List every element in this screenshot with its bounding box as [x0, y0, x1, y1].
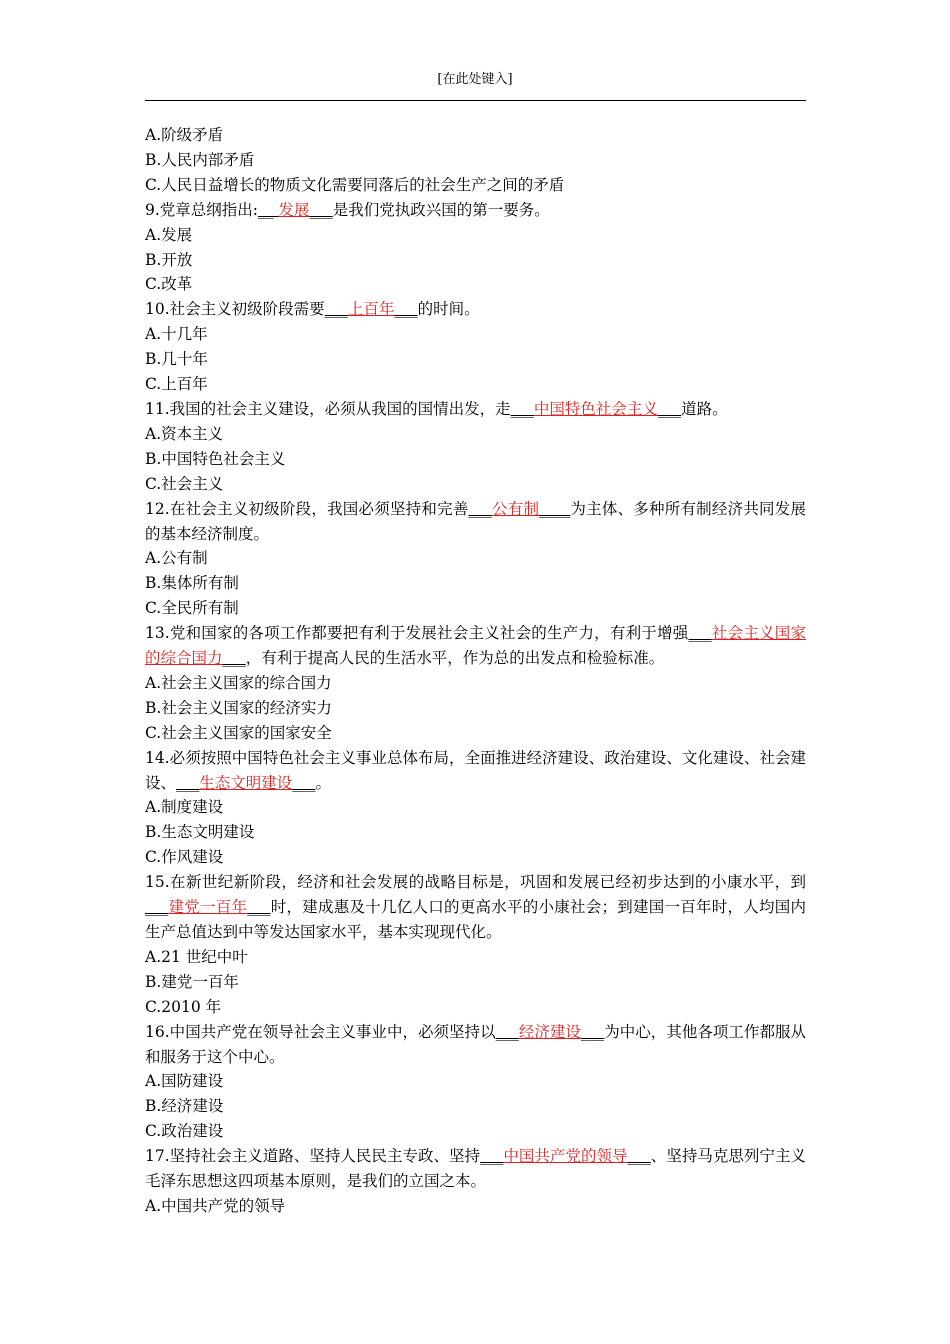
- answer-option: A.发展: [145, 225, 193, 244]
- answer-option: A.十几年: [145, 325, 208, 344]
- answer-option: A.社会主义国家的综合国力: [145, 673, 332, 692]
- blank-underline: ___: [510, 399, 534, 418]
- blank-underline: ___: [292, 773, 316, 792]
- answer-option: B.集体所有制: [145, 574, 239, 593]
- blank-underline: ___: [145, 898, 169, 917]
- answer-option: C.2010 年: [145, 997, 222, 1016]
- question-tail: 时，建成惠及十几亿人口的更高水平的小康社会；到建国一百年时，人均国内生产总值达到中等发达国家水平，基本实现现代化。: [145, 898, 806, 941]
- answer-option: C.上百年: [145, 375, 208, 394]
- answer-option: A.阶级矛盾: [145, 126, 224, 144]
- question-text: [145, 1144, 806, 1194]
- page-header: [在此处键入]: [437, 72, 513, 87]
- answer-option: B.社会主义国家的经济实力: [145, 698, 332, 717]
- question-text: [145, 621, 806, 671]
- question-tail: ，有利于提高人民的生活水平，作为总的出发点和检验标准。: [245, 649, 665, 668]
- question-stem: 10.社会主义初级阶段需要: [145, 300, 325, 319]
- question-text: [145, 746, 806, 796]
- question-stem: 12.在社会主义初级阶段，我国必须坚持和完善: [145, 499, 469, 518]
- answer-option: B.几十年: [145, 350, 208, 369]
- question-tail: 。: [315, 773, 332, 792]
- header-rule: [145, 100, 806, 101]
- blank-underline: ___: [309, 200, 333, 219]
- answer-option: B.中国特色社会主义: [145, 449, 286, 468]
- blank-underline: ___: [468, 499, 492, 518]
- question-text: [145, 397, 806, 422]
- blank-underline: ___: [247, 898, 271, 917]
- answer-option: C.改革: [145, 275, 193, 294]
- answer-option: A.国防建设: [145, 1072, 224, 1091]
- blank-underline: ___: [480, 1147, 504, 1166]
- answer-fill: 中国共产党的领导: [503, 1147, 628, 1166]
- question-text: [145, 1020, 806, 1070]
- blank-underline: ___: [324, 300, 348, 319]
- answer-fill: 中国特色社会主义: [533, 399, 658, 418]
- blank-underline: ___: [627, 1147, 651, 1166]
- answer-option: A.制度建设: [145, 798, 224, 817]
- question-stem: 11.我国的社会主义建设，必须从我国的国情出发，走: [145, 399, 511, 418]
- answer-option: C.社会主义国家的国家安全: [145, 723, 332, 742]
- answer-option: A.公有制: [145, 549, 208, 568]
- question-text: [145, 497, 806, 547]
- question-text: [145, 870, 806, 945]
- question-stem: 13.党和国家的各项工作都要把有利于发展社会主义社会的生产力，有利于增强: [145, 624, 689, 643]
- answer-option: B.人民内部矛盾: [145, 150, 255, 169]
- blank-underline: ___: [222, 649, 246, 668]
- blank-underline: ___: [688, 624, 712, 643]
- question-tail: 为中心，其他各项工作都服从和服务于这个中心。: [145, 1022, 806, 1066]
- answer-option: A.资本主义: [145, 424, 224, 443]
- answer-fill: 公有制: [491, 499, 540, 518]
- question-stem: 15.在新世纪新阶段，经济和社会发展的战略目标是，巩固和发展已经初步达到的小康水平，到: [145, 873, 806, 892]
- blank-underline: ___: [176, 773, 200, 792]
- blank-underline: ___: [394, 300, 418, 319]
- blank-underline: __: [258, 200, 279, 219]
- answer-option: C.作风建设: [145, 848, 224, 867]
- question-stem: 9.党章总纲指出:: [145, 200, 259, 219]
- question-stem: 14.必须按照中国特色社会主义事业总体布局，全面推进经济建设、政治建设、文化建设、社会建设、: [145, 748, 806, 792]
- question-tail: 的时间。: [417, 300, 480, 319]
- answer-option: B.生态文明建设: [145, 823, 255, 842]
- question-stem: 16.中国共产党在领导社会主义事业中，必须坚持以: [145, 1022, 496, 1041]
- blank-underline: ____: [539, 499, 571, 518]
- answer-option: C.社会主义: [145, 474, 224, 493]
- answer-fill: 生态文明建设: [199, 773, 293, 792]
- answer-option: C.人民日益增长的物质文化需要同落后的社会生产之间的矛盾: [145, 175, 565, 194]
- question-tail: 是我们党执政兴国的第一要务。: [332, 200, 550, 219]
- answer-fill: 建党一百年: [168, 898, 248, 917]
- answer-fill: 上百年: [347, 300, 395, 319]
- answer-option: C.全民所有制: [145, 599, 239, 618]
- answer-option: A.21 世纪中叶: [145, 947, 248, 966]
- question-text: [145, 297, 806, 322]
- question-tail: 、坚持马克思列宁主义毛泽东思想这四项基本原则，是我们的立国之本。: [145, 1147, 806, 1191]
- question-tail: 为主体、多种所有制经济共同发展的基本经济制度。: [145, 499, 806, 543]
- question-tail: 道路。: [681, 399, 728, 418]
- answer-fill: 经济建设: [518, 1022, 581, 1041]
- blank-underline: ___: [495, 1022, 519, 1041]
- answer-fill: 社会主义国家的综合国力: [145, 624, 806, 668]
- answer-option: B.建党一百年: [145, 972, 239, 991]
- blank-underline: ___: [580, 1022, 605, 1041]
- question-text: [145, 198, 806, 223]
- answer-option: B.经济建设: [145, 1097, 224, 1116]
- document-body: [145, 123, 806, 1219]
- answer-option: B.开放: [145, 250, 193, 269]
- blank-underline: ___: [657, 399, 682, 418]
- answer-option: A.中国共产党的领导: [145, 1196, 286, 1215]
- answer-fill: 发展: [278, 200, 310, 219]
- answer-option: C.政治建设: [145, 1122, 224, 1141]
- question-stem: 17.坚持社会主义道路、坚持人民民主专政、坚持: [145, 1147, 481, 1166]
